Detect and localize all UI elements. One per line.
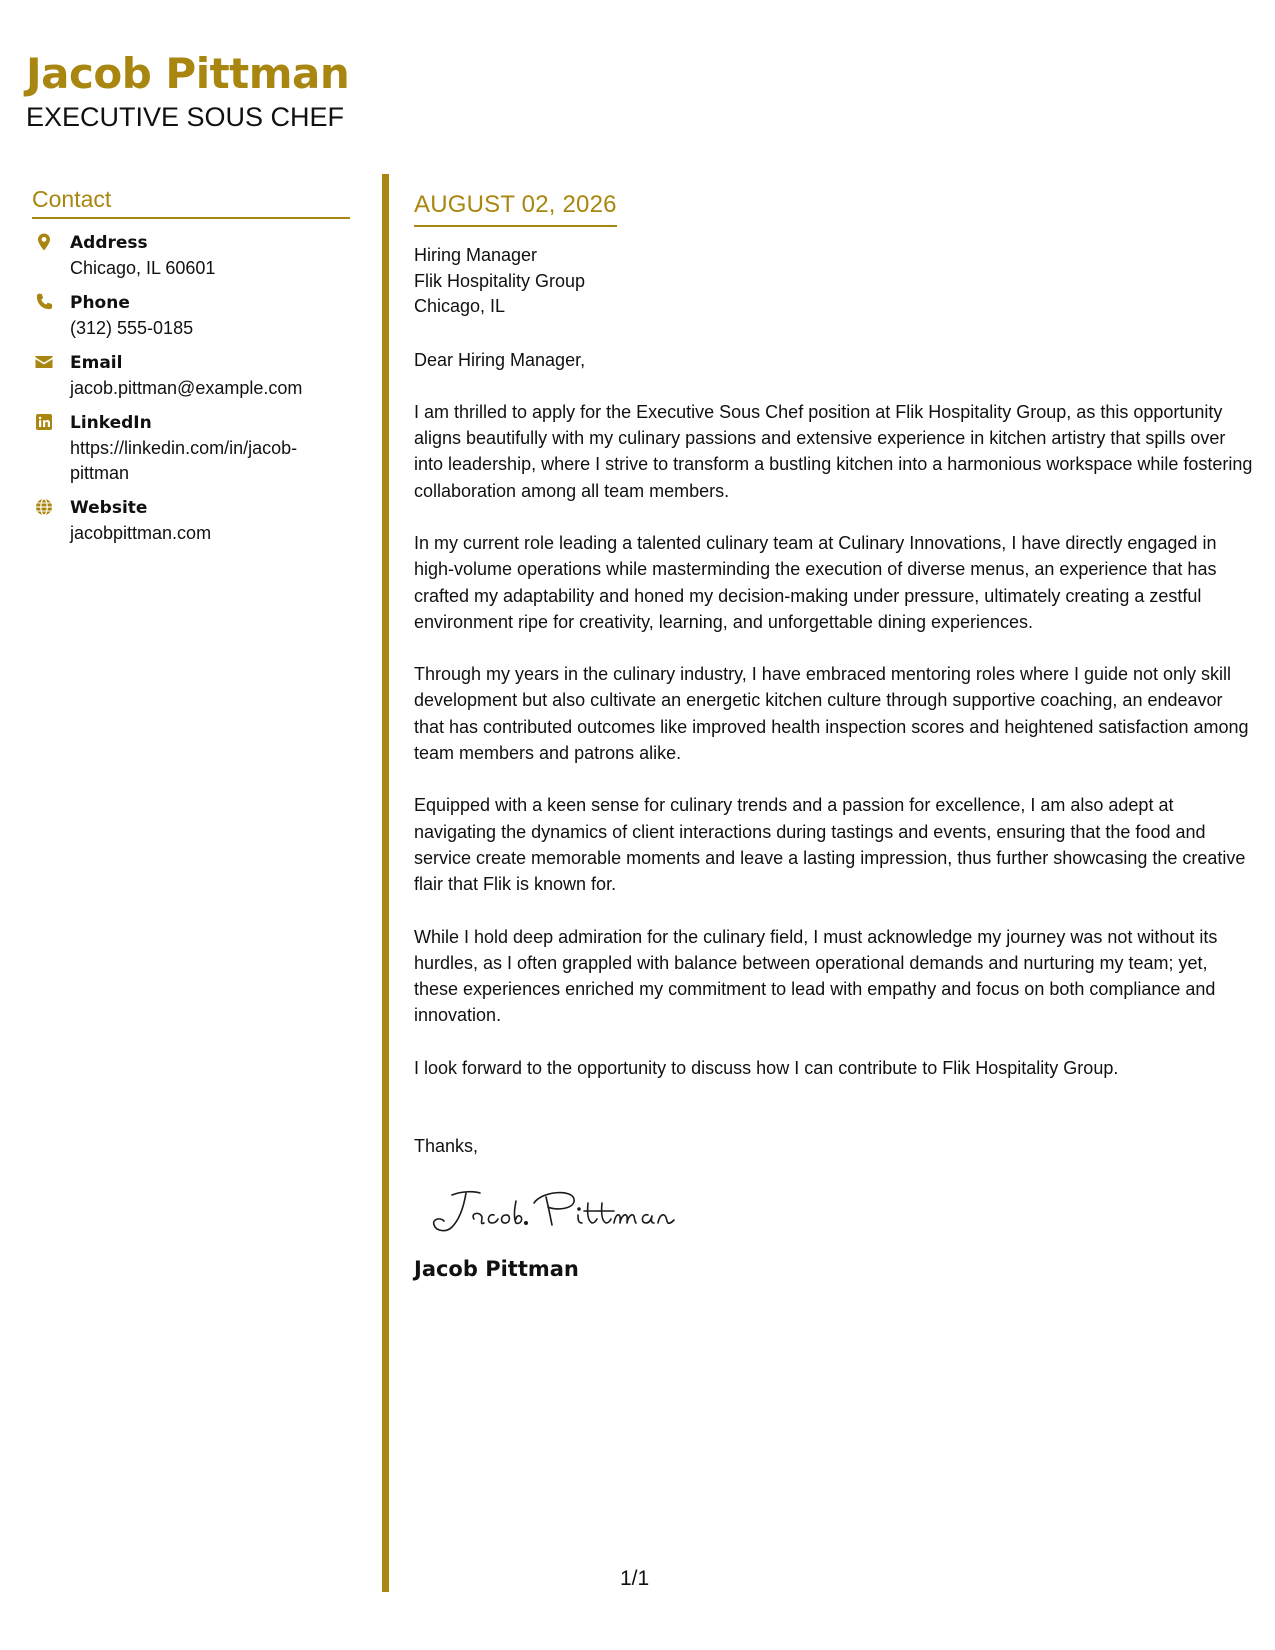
contact-value: (312) 555-0185 xyxy=(70,318,194,338)
letter-header xyxy=(26,48,349,134)
recipient-line: Flik Hospitality Group xyxy=(414,270,586,291)
contact-value[interactable]: jacobpittman.com xyxy=(70,523,212,543)
page-number: 1/1 xyxy=(620,1567,650,1590)
contact-value[interactable]: https://linkedin.com/in/jacob-pittman xyxy=(70,438,298,483)
contact-item-website xyxy=(32,496,352,546)
linkedin-icon xyxy=(34,412,54,432)
contact-sidebar xyxy=(32,186,352,556)
applicant-title: EXECUTIVE SOUS CHEF xyxy=(26,102,345,132)
recipient-line: Chicago, IL xyxy=(414,296,506,316)
closing: Thanks, xyxy=(414,1136,479,1157)
vertical-divider xyxy=(382,174,389,1592)
letter-date: AUGUST 02, 2026 xyxy=(414,190,617,227)
body-paragraph: In my current role leading a talented culinary team at Culinary Innovations, I have directly engaged in high-volume operations while masterminding the execution of diverse menus, an experience that has crafted my adaptability and honed my decision-making under pressure, ultimately creating a zestful environment ripe for creativity, learning, and unforgettable dining experiences. xyxy=(414,532,1217,632)
contact-label: Phone xyxy=(70,293,130,313)
recipient-line: Hiring Manager xyxy=(414,245,538,265)
contact-heading: Contact xyxy=(32,186,350,219)
contact-item-linkedin xyxy=(32,411,352,486)
recipient-block xyxy=(414,243,1254,320)
contact-value: jacob.pittman@example.com xyxy=(70,378,303,398)
salutation: Dear Hiring Manager, xyxy=(414,349,586,370)
body-paragraph: I look forward to the opportunity to discuss how I can contribute to Flik Hospitality Group. xyxy=(414,1057,1119,1078)
contact-item-email xyxy=(32,351,352,401)
contact-label: Address xyxy=(70,233,148,253)
contact-label: Website xyxy=(70,498,148,518)
contact-item-address xyxy=(32,231,352,281)
phone-icon xyxy=(34,292,54,312)
signer-name: Jacob Pittman xyxy=(414,1257,579,1282)
body-paragraph: Equipped with a keen sense for culinary trends and a passion for excellence, I am also adept at navigating the dynamics of client interactions during tastings and events, ensuring that the food and service create memorable moments and leave a lasting impression, thus further showcasing the creative flair that Flik is known for. xyxy=(414,795,1246,895)
applicant-name: Jacob Pittman xyxy=(26,49,350,98)
globe-icon xyxy=(34,497,54,517)
contact-label: Email xyxy=(70,353,123,373)
contact-list xyxy=(32,231,352,546)
handwritten-signature xyxy=(422,1183,682,1243)
letter-body xyxy=(414,190,1254,1283)
contact-label: LinkedIn xyxy=(70,413,152,433)
contact-value: Chicago, IL 60601 xyxy=(70,258,216,278)
contact-item-phone xyxy=(32,291,352,341)
body-paragraph: While I hold deep admiration for the culinary field, I must acknowledge my journey was not without its hurdles, as I often grappled with balance between operational demands and nurturing my team; yet, these experiences enriched my commitment to lead with empathy and focus on both compliance and innovation. xyxy=(414,926,1218,1026)
body-paragraph: Through my years in the culinary industry, I have embraced mentoring roles where I guide not only skill development but also cultivate an energetic kitchen culture through supportive coaching, an endeavor that has contributed outcomes like improved health inspection scores and heightened satisfaction among team members and patrons alike. xyxy=(414,664,1249,764)
envelope-icon xyxy=(34,352,54,372)
body-paragraph: I am thrilled to apply for the Executive Sous Chef position at Flik Hospitality Group, as this opportunity aligns beautifully with my culinary passions and extensive experience in kitchen artistry that spills over into leadership, where I strive to transform a bustling kitchen into a harmonious workspace while fostering collaboration among all team members. xyxy=(414,401,1253,501)
map-pin-icon xyxy=(34,232,54,252)
